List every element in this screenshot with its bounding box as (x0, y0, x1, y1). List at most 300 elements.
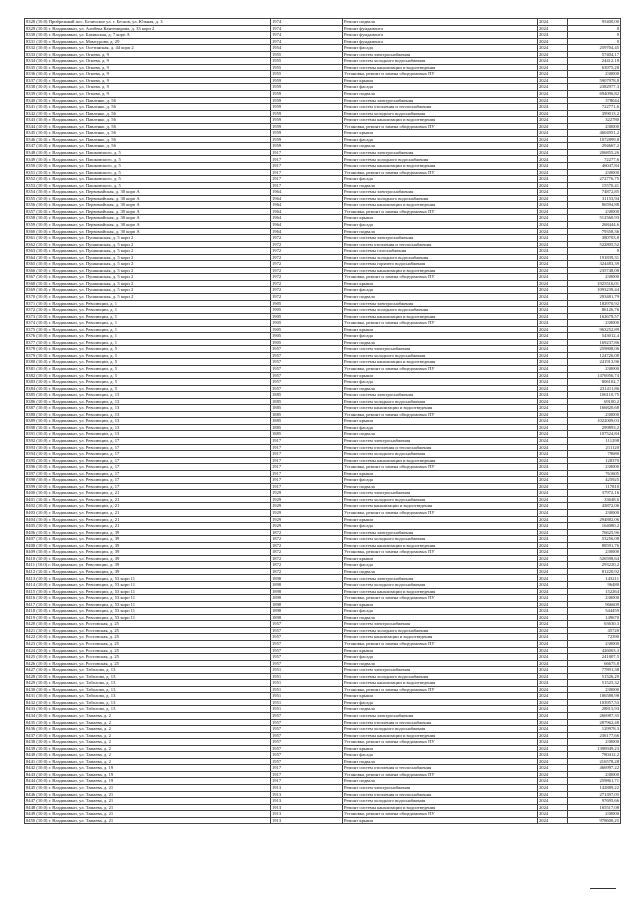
cost-cell: 230000 (568, 71, 621, 78)
cost-cell: 143211 (568, 575, 621, 582)
address-cell: 8411 (10.0) г. Владикавказ, ул. Революции, д. 39 (25, 562, 271, 569)
cost-cell: 230000 (568, 464, 621, 471)
cost-cell: 72277,6 (568, 156, 621, 163)
cost-cell: 293220,2 (568, 562, 621, 569)
address-cell: 8413 (10.0) г. Владикавказ, ул. Революции, д. 53 корп 11 (25, 575, 271, 582)
cost-cell: 236177,66 (568, 732, 621, 739)
year-built-cell: 1959 (271, 84, 343, 91)
address-cell: 8330 (10.0) г. Владикавказ, ул. Бакинская, д. 7 корп А (25, 32, 271, 39)
year-built-cell: 1898 (271, 582, 343, 589)
address-cell: 8390 (10.0) г. Владикавказ, ул. Революции, д. 13 (25, 424, 271, 431)
cost-cell: 69100,2 (568, 398, 621, 405)
cost-cell: 88591,76 (568, 542, 621, 549)
year-built-cell: 1917 (271, 182, 343, 189)
year-built-cell: 1929 (271, 496, 343, 503)
work-type-cell: Ремонт крыши (343, 555, 538, 562)
year-built-cell: 1959 (271, 97, 343, 104)
year-built-cell: 1957 (271, 352, 343, 359)
year-built-cell: 1957 (271, 654, 343, 661)
address-cell: 8391 (10.0) г. Владикавказ, ул. Революции, д. 13 (25, 431, 271, 438)
year-built-cell: 1951 (271, 686, 343, 693)
plan-year-cell: 2024 (538, 490, 568, 497)
cost-cell: 15570,41 (568, 182, 621, 189)
cost-cell: 211120 (568, 444, 621, 451)
cost-cell: 294882,06 (568, 516, 621, 523)
year-built-cell: 1957 (271, 660, 343, 667)
address-cell: 8428 (10.0) г. Владикавказ, ул. Таболова, д. 13 (25, 673, 271, 680)
work-type-cell: Ремонт системы канализации и водоотведения (343, 457, 538, 464)
cost-cell: 694096,82 (568, 91, 621, 98)
plan-year-cell: 2024 (538, 732, 568, 739)
plan-year-cell: 2024 (538, 248, 568, 255)
work-type-cell: Ремонт системы холодного водоснабжения (343, 673, 538, 680)
year-built-cell: 1972 (271, 248, 343, 255)
plan-year-cell: 2024 (538, 195, 568, 202)
address-cell: 8447 (10.0) г. Владикавказ, ул. Тамаева, д. 21 (25, 798, 271, 805)
cost-cell: 963252,89 (568, 326, 621, 333)
year-built-cell: 1905 (271, 333, 343, 340)
year-built-cell: 1917 (271, 470, 343, 477)
work-type-cell: Установка, ремонт и замена общедомовых ПУ (343, 71, 538, 78)
year-built-cell: 1959 (271, 123, 343, 130)
year-built-cell: 1929 (271, 523, 343, 530)
year-built-cell: 1951 (271, 673, 343, 680)
address-cell: 8349 (10.0) г. Владикавказ, ул. Пашковского, д. 5 (25, 156, 271, 163)
work-type-cell: Установка, ремонт и замена общедомовых ПУ (343, 274, 538, 281)
work-type-cell: Ремонт системы электроснабжения (343, 149, 538, 156)
cost-cell: 182970,92 (568, 300, 621, 307)
plan-year-cell: 2024 (538, 634, 568, 641)
plan-year-cell: 2024 (538, 438, 568, 445)
plan-year-cell: 2024 (538, 457, 568, 464)
work-type-cell: Ремонт крыши (343, 470, 538, 477)
work-type-cell: Ремонт фасада (343, 287, 538, 294)
cost-cell: 31153,94 (568, 195, 621, 202)
plan-year-cell: 2024 (538, 686, 568, 693)
plan-year-cell: 2024 (538, 208, 568, 215)
work-type-cell: Ремонт системы канализации и водоотведения (343, 680, 538, 687)
plan-year-cell: 2024 (538, 726, 568, 733)
plan-year-cell: 2024 (538, 523, 568, 530)
year-built-cell: 1885 (271, 418, 343, 425)
work-type-cell: Ремонт фасада (343, 379, 538, 386)
year-built-cell: 1929 (271, 490, 343, 497)
work-type-cell: Ремонт фасада (343, 45, 538, 52)
year-built-cell: 1898 (271, 608, 343, 615)
cost-cell: 0 (568, 38, 621, 45)
work-type-cell: Ремонт системы канализации и водоотведения (343, 359, 538, 366)
address-cell: 8442 (10.0) г. Владикавказ, ул. Тамаева, д. 19 (25, 765, 271, 772)
work-type-cell: Ремонт подвала (343, 293, 538, 300)
plan-year-cell: 2024 (538, 365, 568, 372)
cost-cell: 1072899,8 (568, 136, 621, 143)
work-type-cell: Ремонт фасада (343, 608, 538, 615)
year-built-cell: 1885 (271, 431, 343, 438)
cost-cell: 526598,64 (568, 555, 621, 562)
cost-cell: 287962,48 (568, 719, 621, 726)
plan-year-cell: 2024 (538, 379, 568, 386)
plan-year-cell: 2024 (538, 97, 568, 104)
plan-year-cell: 2024 (538, 614, 568, 621)
cost-cell: 74872,85 (568, 189, 621, 196)
year-built-cell: 1957 (271, 739, 343, 746)
year-built-cell: 1974 (271, 19, 343, 26)
plan-year-cell: 2024 (538, 163, 568, 170)
year-built-cell: 1957 (271, 745, 343, 752)
year-built-cell: 1898 (271, 614, 343, 621)
work-type-cell: Ремонт крыши (343, 372, 538, 379)
year-built-cell: 1905 (271, 313, 343, 320)
plan-year-cell: 2024 (538, 320, 568, 327)
year-built-cell: 1929 (271, 510, 343, 517)
cost-cell: 378044 (568, 97, 621, 104)
year-built-cell: 1957 (271, 732, 343, 739)
work-type-cell: Ремонт фасада (343, 333, 538, 340)
plan-year-cell: 2024 (538, 817, 568, 824)
address-cell: 8379 (10.0) г. Владикавказ, ул. Революции, д. 5 (25, 352, 271, 359)
year-built-cell: 1959 (271, 143, 343, 150)
cost-cell: 230000 (568, 123, 621, 130)
work-type-cell: Установка, ремонт и замена общедомовых ПУ (343, 771, 538, 778)
work-type-cell: Ремонт фасада (343, 221, 538, 228)
year-built-cell: 1964 (271, 195, 343, 202)
plan-year-cell: 2024 (538, 654, 568, 661)
work-type-cell: Ремонт системы канализации и водоотведения (343, 804, 538, 811)
address-cell: 8328 (10.0) Прибрежный пос. Беличское ул. г. Бесков, ул. Южная, д. 3 (25, 19, 271, 26)
address-cell: 8376 (10.0) г. Владикавказ, ул. Революции, д. 1 (25, 333, 271, 340)
year-built-cell: 1872 (271, 555, 343, 562)
plan-year-cell: 2024 (538, 117, 568, 124)
plan-year-cell: 2024 (538, 143, 568, 150)
address-cell: 8400 (10.0) г. Владикавказ, ул. Революции, д. 21 (25, 490, 271, 497)
cost-cell: 978600,25 (568, 817, 621, 824)
address-cell: 8373 (10.0) г. Владикавказ, ул. Революции, д. 1 (25, 313, 271, 320)
work-type-cell: Ремонт системы электроснабжения (343, 189, 538, 196)
plan-year-cell: 2024 (538, 25, 568, 32)
plan-year-cell: 2024 (538, 241, 568, 248)
work-type-cell: Ремонт фасада (343, 477, 538, 484)
year-built-cell: 1913 (271, 804, 343, 811)
plan-year-cell: 2024 (538, 267, 568, 274)
work-type-cell: Ремонт подвала (343, 385, 538, 392)
address-cell: 8335 (10.0) г. Владикавказ, ул. Огнева, д. 9 (25, 64, 271, 71)
cost-cell: 165517,08 (568, 804, 621, 811)
address-cell: 8412 (10.0) г. Владикавказ, ул. Революции, д. 39 (25, 568, 271, 575)
cost-cell: 780412,2 (568, 752, 621, 759)
cost-cell: 322780 (568, 117, 621, 124)
year-built-cell: 1955 (271, 58, 343, 65)
plan-year-cell: 2024 (538, 483, 568, 490)
cost-cell: 466997,22 (568, 765, 621, 772)
plan-year-cell: 2024 (538, 549, 568, 556)
address-cell: 8397 (10.0) г. Владикавказ, ул. Революции, д. 17 (25, 470, 271, 477)
address-cell: 8406 (10.0) г. Владикавказ, ул. Революции, д. 39 (25, 529, 271, 536)
cost-cell: 79680 (568, 451, 621, 458)
year-built-cell: 1964 (271, 221, 343, 228)
cost-cell: 1390949,23 (568, 745, 621, 752)
plan-year-cell: 2024 (538, 352, 568, 359)
cost-cell: 169237,86 (568, 339, 621, 346)
year-built-cell: 1972 (271, 267, 343, 274)
year-built-cell: 1885 (271, 405, 343, 412)
address-cell: 8444 (10.0) г. Владикавказ, ул. Тамаева, д. 19 (25, 778, 271, 785)
plan-year-cell: 2024 (538, 470, 568, 477)
work-type-cell: Ремонт фасада (343, 176, 538, 183)
address-cell: 8418 (10.0) г. Владикавказ, ул. Революции, д. 53 корп 11 (25, 608, 271, 615)
work-type-cell: Ремонт системы электроснабжения (343, 575, 538, 582)
cost-cell: 66675,8 (568, 660, 621, 667)
address-cell: 8435 (10.0) г. Владикавказ, ул. Тамаева, д. 2 (25, 719, 271, 726)
year-built-cell: 1872 (271, 536, 343, 543)
address-cell: 8364 (10.0) г. Владикавказ, ул. Пушкинская, д. 5 корп 2 (25, 254, 271, 261)
address-cell: 8329 (10.0) г. Владикавказ, ул. Алибека Кантемирова, д. 33 корп 2 (25, 25, 271, 32)
cost-cell: 544459 (568, 608, 621, 615)
year-built-cell: 1959 (271, 130, 343, 137)
work-type-cell: Ремонт подвала (343, 431, 538, 438)
address-cell: 8431 (10.0) г. Владикавказ, ул. Таболова, д. 13 (25, 693, 271, 700)
cost-cell: 235748,08 (568, 267, 621, 274)
plan-year-cell: 2024 (538, 293, 568, 300)
plan-year-cell: 2024 (538, 431, 568, 438)
year-built-cell: 1959 (271, 91, 343, 98)
cost-cell: 230000 (568, 549, 621, 556)
plan-year-cell: 2024 (538, 601, 568, 608)
year-built-cell: 1917 (271, 483, 343, 490)
work-type-cell: Ремонт подвала (343, 568, 538, 575)
plan-year-cell: 2024 (538, 706, 568, 713)
work-type-cell: Ремонт фасада (343, 523, 538, 530)
address-cell: 8382 (10.0) г. Владикавказ, ул. Революции, д. 5 (25, 372, 271, 379)
work-type-cell: Ремонт фасада (343, 84, 538, 91)
plan-year-cell: 2024 (538, 339, 568, 346)
address-cell: 8396 (10.0) г. Владикавказ, ул. Революции, д. 17 (25, 464, 271, 471)
cost-cell: 51525,32 (568, 680, 621, 687)
address-cell: 8388 (10.0) г. Владикавказ, ул. Революции, д. 13 (25, 411, 271, 418)
plan-year-cell: 2024 (538, 51, 568, 58)
address-cell: 8398 (10.0) г. Владикавказ, ул. Революции, д. 17 (25, 477, 271, 484)
work-type-cell: Ремонт систем электроснабжения (343, 438, 538, 445)
work-type-cell: Установка, ремонт и замена общедомовых ПУ (343, 464, 538, 471)
plan-year-cell: 2024 (538, 712, 568, 719)
plan-year-cell: 2024 (538, 444, 568, 451)
cost-cell: 63975,28 (568, 64, 621, 71)
cost-cell: 107524,84 (568, 431, 621, 438)
plan-year-cell: 2024 (538, 398, 568, 405)
address-cell: 8450 (10.0) г. Владикавказ, ул. Тамаева, д. 21 (25, 817, 271, 824)
repair-schedule-table (24, 18, 621, 824)
work-type-cell: Ремонт подвала (343, 706, 538, 713)
plan-year-cell: 2024 (538, 477, 568, 484)
address-cell: 8344 (10.0) г. Владикавказ, ул. Павленко, д. 56 (25, 123, 271, 130)
cost-cell: 722771,6 (568, 104, 621, 111)
work-type-cell: Ремонт системы холодного водоснабжения (343, 307, 538, 314)
year-built-cell: 1957 (271, 634, 343, 641)
cost-cell: 266987,35 (568, 712, 621, 719)
plan-year-cell: 2024 (538, 784, 568, 791)
year-built-cell: 1955 (271, 64, 343, 71)
year-built-cell: 1974 (271, 32, 343, 39)
year-built-cell: 1917 (271, 457, 343, 464)
address-cell: 8440 (10.0) г. Владикавказ, ул. Тамаева, д. 2 (25, 752, 271, 759)
address-cell: 8350 (10.0) г. Владикавказ, ул. Пашковского, д. 5 (25, 163, 271, 170)
cost-cell: 51526,29 (568, 673, 621, 680)
work-type-cell: Ремонт подвала (343, 91, 538, 98)
address-cell: 8332 (10.0) г. Владикавказ, ул. Осетинская, д. 44 корп 2 (25, 45, 271, 52)
plan-year-cell: 2024 (538, 811, 568, 818)
year-built-cell: 1917 (271, 444, 343, 451)
address-cell: 8387 (10.0) г. Владикавказ, ул. Революции, д. 13 (25, 405, 271, 412)
plan-year-cell: 2024 (538, 555, 568, 562)
work-type-cell: Ремонт системы электроснабжения (343, 529, 538, 536)
plan-year-cell: 2024 (538, 235, 568, 242)
cost-cell: 79358,36 (568, 228, 621, 235)
plan-year-cell: 2024 (538, 228, 568, 235)
year-built-cell: 1964 (271, 228, 343, 235)
year-built-cell: 1957 (271, 385, 343, 392)
plan-year-cell: 2024 (538, 693, 568, 700)
cost-cell: 0 (568, 25, 621, 32)
work-type-cell: Ремонт системы канализации и водоотведения (343, 267, 538, 274)
year-built-cell: 1917 (271, 451, 343, 458)
cost-cell: 426003,3 (568, 647, 621, 654)
cost-cell: 230000 (568, 208, 621, 215)
address-cell: 8405 (10.0) г. Владикавказ, ул. Революции, д. 21 (25, 523, 271, 530)
cost-cell: 103957,53 (568, 699, 621, 706)
cost-cell: 259861,71 (568, 778, 621, 785)
plan-year-cell: 2024 (538, 424, 568, 431)
address-cell: 8337 (10.0) г. Владикавказ, ул. Огнева, д. 9 (25, 77, 271, 84)
cost-cell: 45720 (568, 627, 621, 634)
address-cell: 8356 (10.0) г. Владикавказ, ул. Первомайская, д. 30 корп А (25, 202, 271, 209)
work-type-cell: Ремонт системы холодного водоснабжения (343, 627, 538, 634)
year-built-cell: 1951 (271, 699, 343, 706)
cost-cell: 28815,93 (568, 706, 621, 713)
work-type-cell: Ремонт крыши (343, 601, 538, 608)
year-built-cell: 1972 (271, 241, 343, 248)
cost-cell: 142889,22 (568, 784, 621, 791)
year-built-cell: 1872 (271, 542, 343, 549)
cost-cell: 230000 (568, 771, 621, 778)
plan-year-cell: 2024 (538, 575, 568, 582)
address-cell: 8333 (10.0) г. Владикавказ, ул. Огнева, д. 9 (25, 51, 271, 58)
cost-cell: 230000 (568, 320, 621, 327)
work-type-cell: Ремонт систем холодного водоснабжения (343, 451, 538, 458)
address-cell: 8432 (10.0) г. Владикавказ, ул. Таболова, д. 13 (25, 699, 271, 706)
plan-year-cell: 2024 (538, 680, 568, 687)
work-type-cell: Ремонт систем электроснабжения (343, 51, 538, 58)
plan-year-cell: 2024 (538, 582, 568, 589)
table-body (25, 19, 621, 824)
plan-year-cell: 2024 (538, 739, 568, 746)
address-cell: 8367 (10.0) г. Владикавказ, ул. Пушкинская, д. 5 корп 2 (25, 274, 271, 281)
year-built-cell: 1964 (271, 189, 343, 196)
year-built-cell: 1957 (271, 640, 343, 647)
year-built-cell: 1917 (271, 464, 343, 471)
cost-cell: 106110,75 (568, 392, 621, 399)
address-cell: 8336 (10.0) г. Владикавказ, ул. Огнева, д. 9 (25, 71, 271, 78)
address-cell: 8369 (10.0) г. Владикавказ, ул. Пушкинская, д. 5 корп 2 (25, 287, 271, 294)
year-built-cell: 1898 (271, 588, 343, 595)
work-type-cell: Ремонт систем холодного водоснабжения (343, 536, 538, 543)
address-cell: 8419 (10.0) г. Владикавказ, ул. Революции, д. 53 корп 11 (25, 614, 271, 621)
cost-cell: 230000 (568, 811, 621, 818)
work-type-cell: Ремонт систем отопления и теплоснабжения (343, 104, 538, 111)
year-built-cell: 1957 (271, 365, 343, 372)
work-type-cell: Ремонт фасада (343, 752, 538, 759)
plan-year-cell: 2024 (538, 699, 568, 706)
cost-cell: 399013,2 (568, 110, 621, 117)
address-cell: 8358 (10.0) г. Владикавказ, ул. Первомайская, д. 30 корп А (25, 215, 271, 222)
work-type-cell: Ремонт систем холодного водоснабжения (343, 798, 538, 805)
work-type-cell: Установка, ремонт и замена общедомовых ПУ (343, 169, 538, 176)
work-type-cell: Ремонт крыши (343, 745, 538, 752)
work-type-cell: Ремонт фундамента (343, 38, 538, 45)
year-built-cell: 1917 (271, 778, 343, 785)
year-built-cell: 1959 (271, 77, 343, 84)
cost-cell: 4604951,2 (568, 130, 621, 137)
year-built-cell: 1972 (271, 293, 343, 300)
year-built-cell: 1905 (271, 339, 343, 346)
work-type-cell: Ремонт систем электроснабжения (343, 784, 538, 791)
plan-year-cell: 2024 (538, 104, 568, 111)
address-cell: 8410 (10.0) г. Владикавказ, ул. Революции, д. 39 (25, 555, 271, 562)
cost-cell: 72390 (568, 634, 621, 641)
address-cell: 8372 (10.0) г. Владикавказ, ул. Революции, д. 1 (25, 307, 271, 314)
work-type-cell: Ремонт крыши (343, 693, 538, 700)
plan-year-cell: 2024 (538, 372, 568, 379)
cost-cell: 63630,3 (568, 621, 621, 628)
year-built-cell: 1917 (271, 477, 343, 484)
address-cell: 8395 (10.0) г. Владикавказ, ул. Революции, д. 17 (25, 457, 271, 464)
work-type-cell: Ремонт фасада (343, 424, 538, 431)
year-built-cell: 1955 (271, 71, 343, 78)
address-cell: 8361 (10.0) г. Владикавказ, ул. Пушкинская, д. 5 корп 2 (25, 235, 271, 242)
address-cell: 8439 (10.0) г. Владикавказ, ул. Тамаева, д. 2 (25, 745, 271, 752)
cost-cell: 1476956,74 (568, 372, 621, 379)
year-built-cell: 1972 (271, 235, 343, 242)
work-type-cell: Установка, ремонт и замена общедомовых ПУ (343, 640, 538, 647)
address-cell: 8355 (10.0) г. Владикавказ, ул. Первомайская, д. 30 корп А (25, 195, 271, 202)
plan-year-cell: 2024 (538, 280, 568, 287)
work-type-cell: Ремонт систем холодного водоснабжения (343, 398, 538, 405)
address-cell: 8421 (10.0) г. Владикавказ, ул. Ростовская, д. 25 (25, 627, 271, 634)
work-type-cell: Ремонт подвала (343, 614, 538, 621)
plan-year-cell: 2024 (538, 464, 568, 471)
address-cell: 8384 (10.0) г. Владикавказ, ул. Революции, д. 5 (25, 385, 271, 392)
work-type-cell: Ремонт систем электроснабжения (343, 490, 538, 497)
plan-year-cell: 2024 (538, 804, 568, 811)
year-built-cell: 1913 (271, 784, 343, 791)
address-cell: 8340 (10.0) г. Владикавказ, ул. Павленко, д. 56 (25, 97, 271, 104)
year-built-cell: 1974 (271, 38, 343, 45)
plan-year-cell: 2024 (538, 32, 568, 39)
work-type-cell: Ремонт фасада (343, 654, 538, 661)
year-built-cell: 1913 (271, 817, 343, 824)
year-built-cell: 1964 (271, 208, 343, 215)
address-cell: 8392 (10.0) г. Владикавказ, ул. Революции, д. 17 (25, 438, 271, 445)
address-cell: 8448 (10.0) г. Владикавказ, ул. Тамаева, д. 21 (25, 804, 271, 811)
cost-cell: 522805,52 (568, 241, 621, 248)
year-built-cell: 1964 (271, 215, 343, 222)
address-cell: 8437 (10.0) г. Владикавказ, ул. Тамаева, д. 2 (25, 732, 271, 739)
cost-cell: 268444,6 (568, 221, 621, 228)
cost-cell: 57404,17 (568, 51, 621, 58)
year-built-cell: 1898 (271, 595, 343, 602)
plan-year-cell: 2024 (538, 798, 568, 805)
page-footer-rule (590, 888, 616, 889)
cost-cell: 259808,06 (568, 346, 621, 353)
address-cell: 8386 (10.0) г. Владикавказ, ул. Революции, д. 13 (25, 398, 271, 405)
